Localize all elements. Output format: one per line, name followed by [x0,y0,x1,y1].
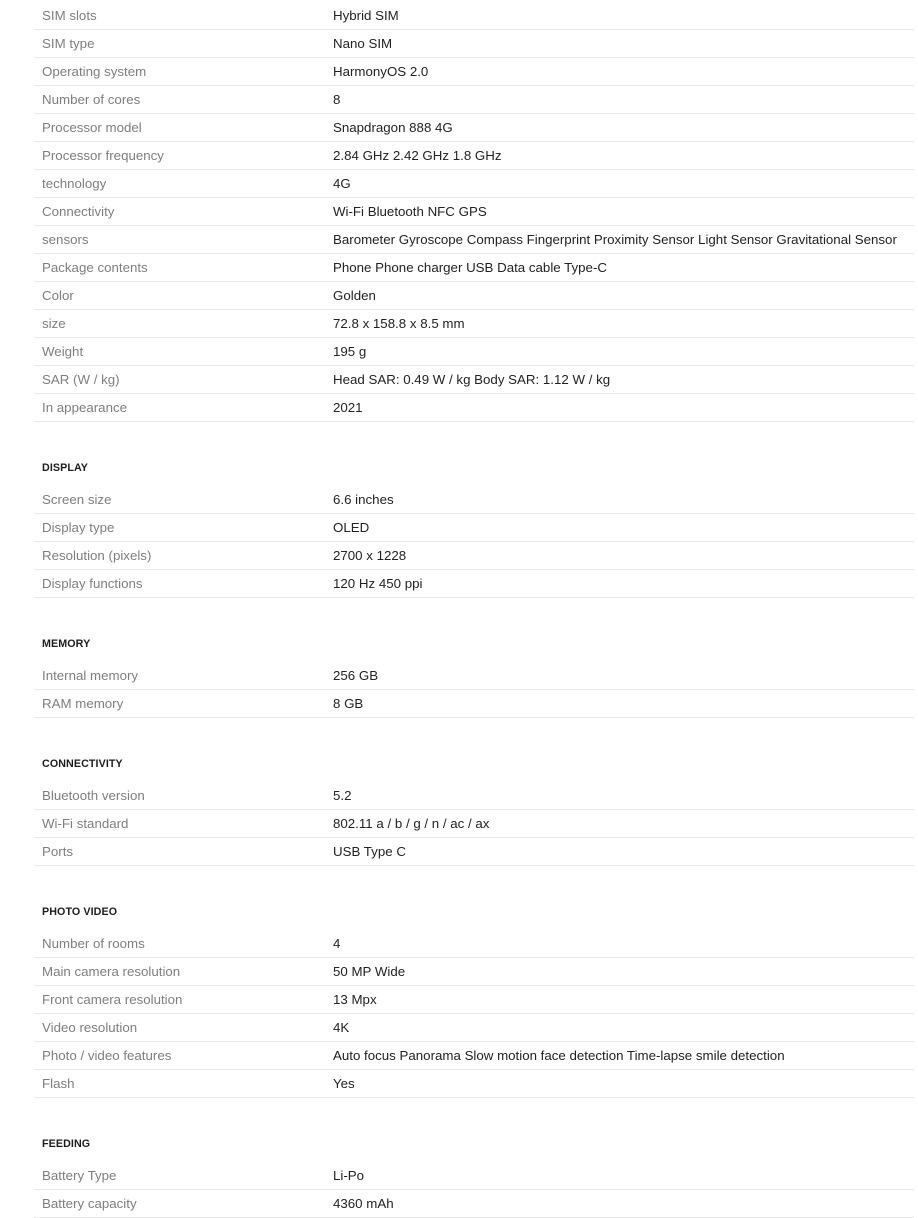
spec-value: Golden [333,282,914,310]
table-row [34,986,914,1014]
spec-label: size [34,310,333,338]
spec-label: Main camera resolution [34,958,333,986]
spec-label: SAR (W / kg) [34,366,333,394]
spec-label: RAM memory [34,690,333,718]
spec-label: Flash [34,1070,333,1098]
table-row [34,662,914,690]
table-row [34,542,914,570]
spec-value: 4G [333,170,914,198]
table-row [34,782,914,810]
spec-value: Nano SIM [333,30,914,58]
table-row [34,142,914,170]
spec-label: Battery capacity [34,1190,333,1218]
spec-label: Photo / video features [34,1042,333,1070]
section-heading-feeding: FEEDING [42,1138,91,1150]
spec-value: 13 Mpx [333,986,914,1014]
spec-table-connectivity [34,782,914,866]
table-row [34,114,914,142]
spec-label: Processor model [34,114,333,142]
table-row [34,254,914,282]
table-row [34,514,914,542]
table-row [34,486,914,514]
spec-value: 2700 x 1228 [333,542,914,570]
spec-label: Operating system [34,58,333,86]
spec-value: Li-Po [333,1162,914,1190]
table-row [34,58,914,86]
spec-label: SIM type [34,30,333,58]
table-row [34,170,914,198]
spec-value: OLED [333,514,914,542]
spec-value: Wi-Fi Bluetooth NFC GPS [333,198,914,226]
table-row [34,226,914,254]
spec-label: Battery Type [34,1162,333,1190]
spec-label: Bluetooth version [34,782,333,810]
spec-label: Package contents [34,254,333,282]
spec-table-feeding [34,1162,914,1218]
spec-value: 6.6 inches [333,486,914,514]
spec-value: 4 [333,930,914,958]
spec-value: USB Type C [333,838,914,866]
spec-label: technology [34,170,333,198]
table-row [34,810,914,838]
table-row [34,198,914,226]
table-row [34,282,914,310]
spec-label: SIM slots [34,2,333,30]
spec-label: Display type [34,514,333,542]
spec-table-memory [34,662,914,718]
spec-value: Snapdragon 888 4G [333,114,914,142]
spec-value: 72.8 x 158.8 x 8.5 mm [333,310,914,338]
table-row [34,1070,914,1098]
spec-value: Auto focus Panorama Slow motion face detection Time-lapse smile detection [333,1042,914,1070]
spec-value: 50 MP Wide [333,958,914,986]
spec-value: 802.11 a / b / g / n / ac / ax [333,810,914,838]
table-row [34,958,914,986]
spec-label: Connectivity [34,198,333,226]
spec-label: Video resolution [34,1014,333,1042]
table-row [34,2,914,30]
table-row [34,930,914,958]
table-row [34,838,914,866]
spec-label: Processor frequency [34,142,333,170]
table-row [34,1014,914,1042]
spec-label: sensors [34,226,333,254]
table-row [34,570,914,598]
spec-label: Internal memory [34,662,333,690]
spec-label: Color [34,282,333,310]
spec-value: 120 Hz 450 ppi [333,570,914,598]
table-row [34,366,914,394]
spec-label: Front camera resolution [34,986,333,1014]
spec-value: Barometer Gyroscope Compass Fingerprint Proximity Sensor Light Sensor Gravitational Sensor [333,226,914,254]
spec-value: HarmonyOS 2.0 [333,58,914,86]
spec-value: 8 [333,86,914,114]
table-row [34,30,914,58]
spec-value: 256 GB [333,662,914,690]
table-row [34,394,914,422]
spec-value: 4K [333,1014,914,1042]
table-row [34,1162,914,1190]
section-heading-memory: MEMORY [42,638,91,650]
spec-value: 2.84 GHz 2.42 GHz 1.8 GHz [333,142,914,170]
table-row [34,86,914,114]
section-heading-photo-video: PHOTO VIDEO [42,906,118,918]
spec-table-photo-video [34,930,914,1098]
table-row [34,1042,914,1070]
section-heading-connectivity: CONNECTIVITY [42,758,123,770]
spec-label: Display functions [34,570,333,598]
spec-label: Screen size [34,486,333,514]
section-heading-display: DISPLAY [42,462,89,474]
spec-table-general [34,2,914,422]
table-row [34,1190,914,1218]
spec-value: Head SAR: 0.49 W / kg Body SAR: 1.12 W / kg [333,366,914,394]
table-row [34,338,914,366]
table-row [34,310,914,338]
spec-label: Wi-Fi standard [34,810,333,838]
spec-value: 195 g [333,338,914,366]
spec-value: Phone Phone charger USB Data cable Type-C [333,254,914,282]
spec-value: 4360 mAh [333,1190,914,1218]
spec-label: Number of rooms [34,930,333,958]
spec-label: Number of cores [34,86,333,114]
table-row [34,690,914,718]
spec-label: Resolution (pixels) [34,542,333,570]
spec-label: Weight [34,338,333,366]
spec-label: Ports [34,838,333,866]
spec-table-display [34,486,914,598]
spec-value: 5.2 [333,782,914,810]
spec-value: 2021 [333,394,914,422]
spec-label: In appearance [34,394,333,422]
spec-value: Yes [333,1070,914,1098]
spec-value: 8 GB [333,690,914,718]
spec-value: Hybrid SIM [333,2,914,30]
